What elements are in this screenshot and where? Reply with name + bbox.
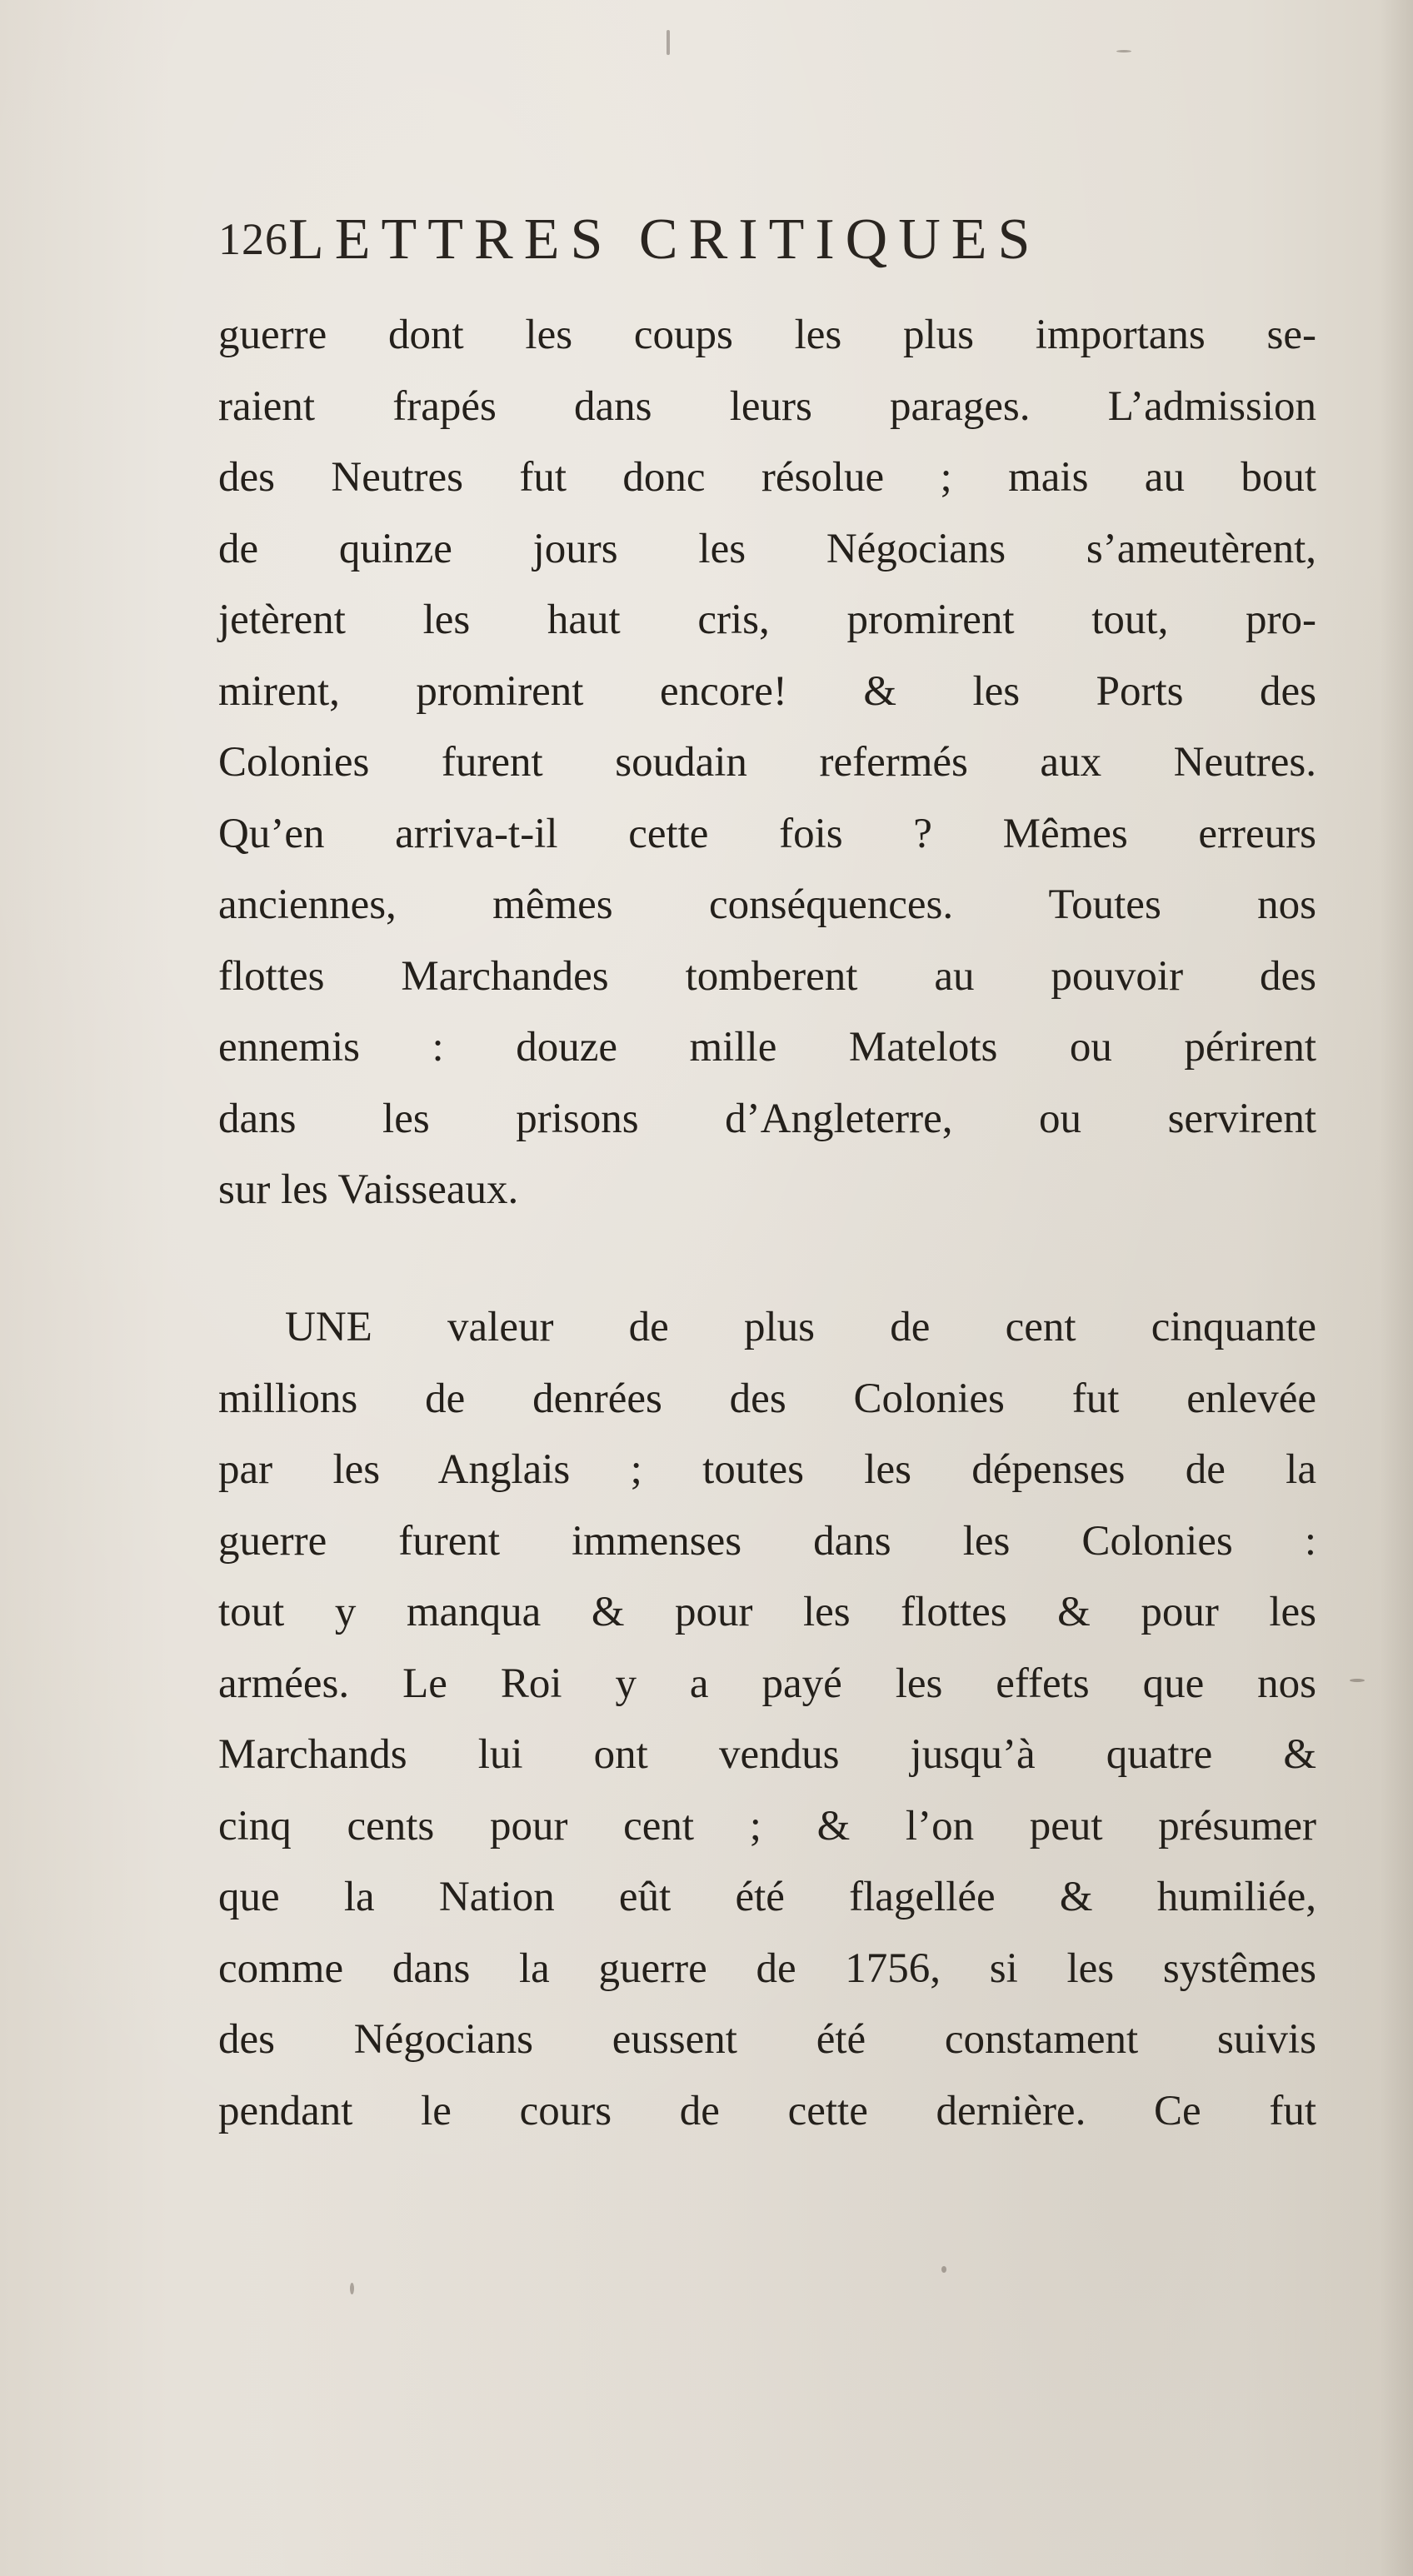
text-line: guerre dont les coups les plus importans se- — [218, 312, 1316, 358]
text-line: raient frapés dans leurs parages. L’admission — [218, 382, 1316, 430]
text-line: Marchands lui ont vendus jusqu’à quatre & — [218, 1731, 1316, 1778]
text-line: des Neutres fut donc résolue ; mais au bout — [218, 454, 1316, 501]
text-line: que la Nation eût été flagellée & humiliée, — [218, 1874, 1316, 1920]
text-line: armées. Le Roi y a payé les effets que nos — [218, 1660, 1316, 1707]
text-line: anciennes, mêmes conséquences. Toutes nos — [218, 881, 1316, 928]
paper-speck — [1350, 1679, 1365, 1682]
text-line: Qu’en arriva-t-il cette fois ? Mêmes erreurs — [218, 810, 1316, 857]
page-header — [218, 202, 1218, 272]
text-line: Colonies furent soudain refermés aux Neutres. — [218, 739, 1316, 786]
paper-speck — [667, 30, 670, 55]
text-line: des Négocians eussent été constament suivis — [218, 2016, 1316, 2063]
text-line: pendant le cours de cette dernière. Ce fut — [218, 2087, 1316, 2134]
paper-speck — [350, 2283, 354, 2294]
text-line: sur les Vaisseaux. — [218, 1166, 519, 1213]
text-line: comme dans la guerre de 1756, si les systêmes — [218, 1944, 1316, 1992]
text-line: jetèrent les haut cris, promirent tout, pro- — [218, 597, 1316, 643]
text-line: par les Anglais ; toutes les dépenses de la — [218, 1446, 1316, 1493]
text-line: dans les prisons d’Angleterre, ou servirent — [218, 1095, 1316, 1142]
page-edge-shadow — [1380, 0, 1413, 2576]
paragraph-1 — [218, 300, 1316, 1226]
page-number: 126 — [218, 214, 288, 264]
text-line: millions de denrées des Colonies fut enlevée — [218, 1375, 1316, 1422]
text-line: flottes Marchandes tomberent au pouvoir des — [218, 952, 1316, 1000]
text-line: ennemis : douze mille Matelots ou périrent — [218, 1024, 1316, 1071]
text-line: guerre furent immenses dans les Colonies : — [218, 1517, 1316, 1565]
text-line: cinq cents pour cent ; & l’on peut présumer — [218, 1802, 1316, 1850]
text-line: mirent, promirent encore! & les Ports des — [218, 667, 1316, 715]
running-title: LETTRES CRITIQUES — [288, 207, 1041, 272]
text-line: tout y manqua & pour les flottes & pour les — [218, 1589, 1316, 1635]
paragraph-2 — [218, 1292, 1316, 2147]
paper-speck — [1116, 50, 1131, 52]
paper-speck — [941, 2266, 946, 2273]
text-line: de quinze jours les Négocians s’ameutèrent, — [218, 525, 1316, 572]
text-line: UNE valeur de plus de cent cinquante — [285, 1304, 1316, 1350]
